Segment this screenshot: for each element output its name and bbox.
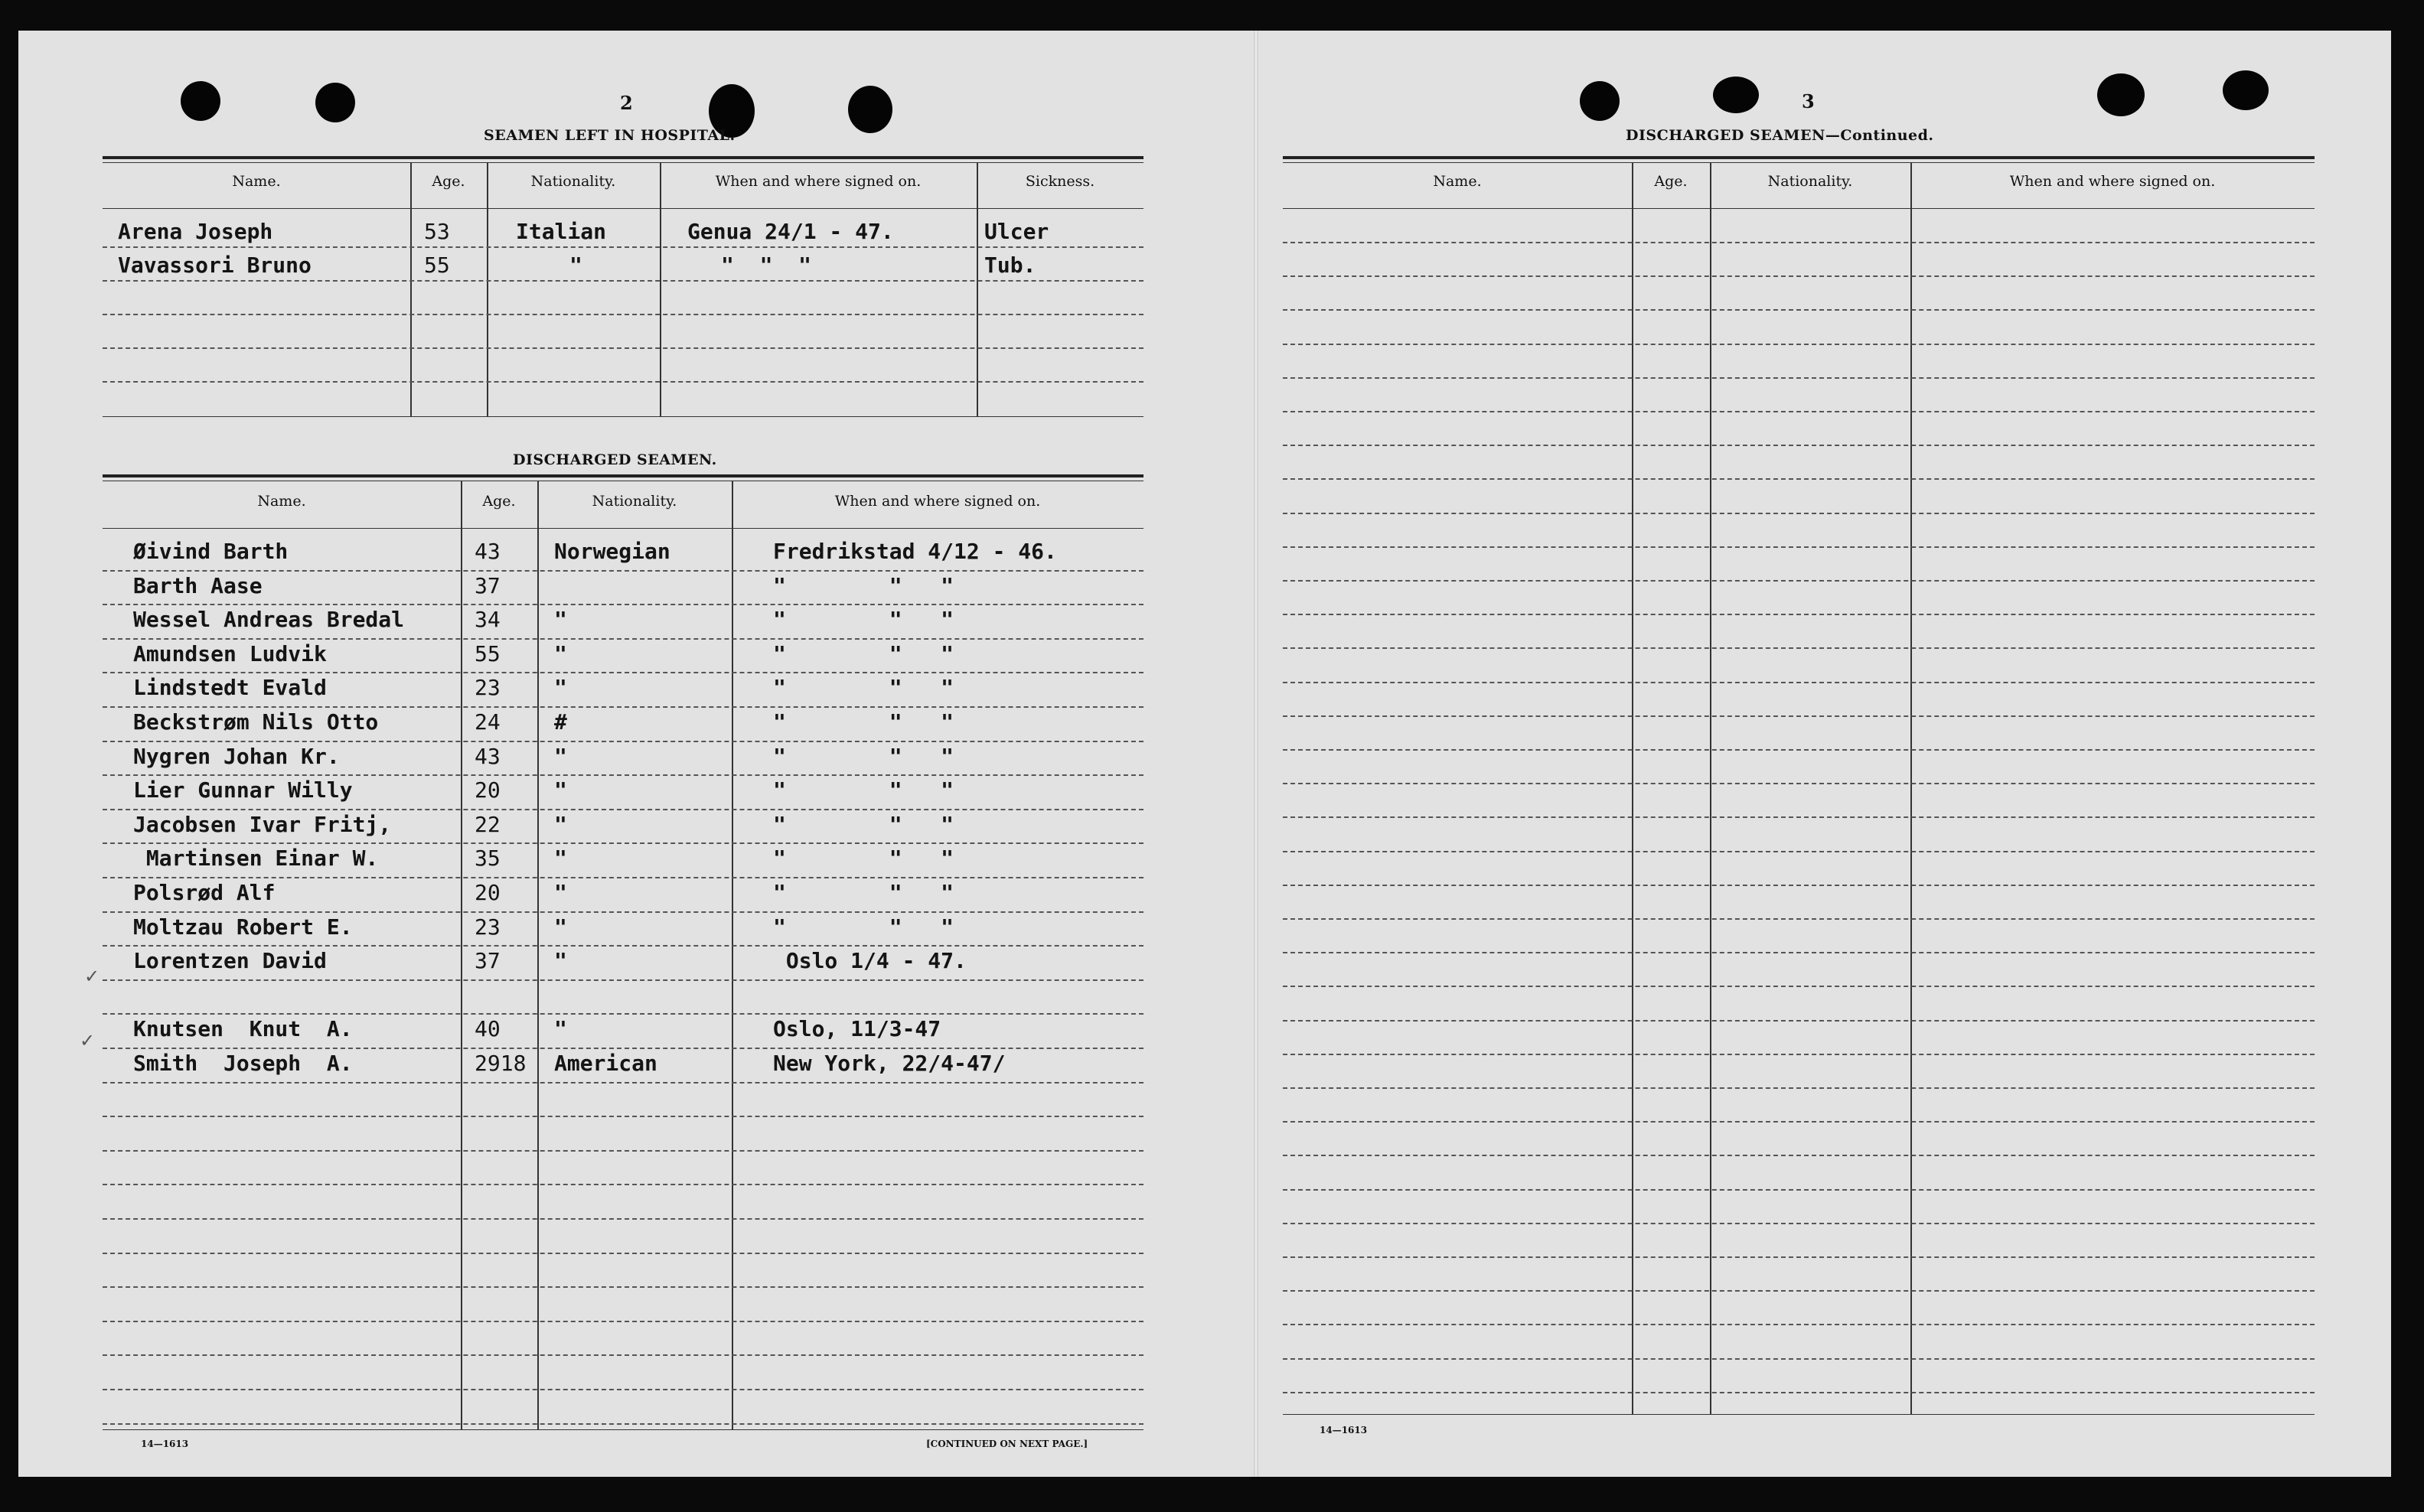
discharged-row-13-signed-on: Oslo 1/4 - 47.	[773, 948, 967, 974]
discharged-row-11-age: 20	[475, 880, 501, 905]
row-rule	[103, 604, 1143, 605]
row-rule	[103, 706, 1143, 708]
discharged-row-7-signed-on: " " "	[773, 743, 954, 769]
discharged-row-15-nationality: "	[554, 1016, 567, 1042]
hospital-section-title: SEAMEN LEFT IN HOSPITAL.	[484, 127, 736, 144]
discharged-row-5-signed-on: " " "	[773, 675, 954, 701]
discharged-row-5-name: Lindstedt Evald	[133, 675, 327, 701]
discharged-row-1-nationality: Norwegian	[554, 539, 670, 564]
discharged-row-11-signed-on: " " "	[773, 880, 954, 905]
discharged-row-16-age: 2918	[475, 1051, 527, 1076]
header-name: Name.	[232, 173, 281, 190]
hospital-row-2-nationality: "	[569, 253, 582, 278]
hospital-row-2-sickness: Tub.	[984, 253, 1036, 278]
row-rule	[1283, 377, 2315, 379]
discharged-row-3-name: Wessel Andreas Bredal	[133, 607, 405, 633]
row-rule	[103, 1321, 1143, 1322]
discharged-row-12-nationality: "	[554, 914, 567, 940]
discharged-row-10-signed-on: " " "	[773, 846, 954, 872]
discharged-row-11-name: Polsrød Alf	[133, 880, 276, 905]
check-mark: ✓	[84, 966, 100, 987]
discharged-row-5-nationality: "	[554, 675, 567, 701]
discharged-row-10-age: 35	[475, 846, 501, 872]
row-rule	[1283, 478, 2315, 480]
discharged-row-3-nationality: "	[554, 607, 567, 633]
discharged-row-2-age: 37	[475, 572, 501, 598]
discharged-row-10-name: Martinsen Einar W.	[133, 846, 379, 872]
discharged-row-6-age: 24	[475, 709, 501, 735]
row-rule	[103, 741, 1143, 742]
rule	[1283, 208, 2315, 209]
discharged-row-1-age: 43	[475, 539, 501, 564]
discharged-row-16-name: Smith Joseph A.	[133, 1051, 353, 1076]
row-rule	[1283, 1020, 2315, 1022]
discharged-row-4-nationality: "	[554, 640, 567, 666]
punch-hole	[1713, 77, 1759, 113]
row-rule	[103, 672, 1143, 673]
rule	[103, 416, 1143, 417]
discharged-section-title: DISCHARGED SEAMEN.	[513, 451, 717, 468]
right-section-title: DISCHARGED SEAMEN—Continued.	[1626, 127, 1934, 144]
discharged-row-9-name: Jacobsen Ivar Fritj,	[133, 811, 392, 837]
discharged-row-6-name: Beckstrøm Nils Otto	[133, 709, 379, 735]
rule	[103, 208, 1143, 209]
row-rule	[1283, 783, 2315, 784]
header-age: Age.	[482, 493, 516, 510]
right-header-age: Age.	[1654, 173, 1688, 190]
row-rule	[103, 1286, 1143, 1288]
row-rule	[1283, 986, 2315, 987]
column-divider	[1910, 162, 1912, 1414]
discharged-row-8-age: 20	[475, 777, 501, 803]
discharged-row-9-nationality: "	[554, 811, 567, 837]
header-nationality: Nationality.	[592, 493, 677, 510]
hospital-row-2-signed-on: " " "	[721, 253, 812, 278]
row-rule	[1283, 411, 2315, 412]
row-rule	[1283, 1358, 2315, 1360]
row-rule	[103, 1082, 1143, 1083]
right-header-name: Name.	[1433, 173, 1482, 190]
discharged-row-13-age: 37	[475, 948, 501, 974]
header-signed-on: When and where signed on.	[834, 493, 1041, 510]
hospital-row-1-nationality: Italian	[516, 219, 607, 244]
row-rule	[103, 1184, 1143, 1185]
hospital-row-1-age: 53	[424, 219, 450, 244]
hospital-row-2-name: Vavassori Bruno	[118, 253, 312, 278]
discharged-row-16-nationality: American	[554, 1051, 657, 1076]
rule	[103, 1429, 1143, 1430]
row-rule	[1283, 513, 2315, 514]
row-rule	[103, 246, 1143, 248]
header-name: Name.	[257, 493, 306, 510]
discharged-row-6-nationality: #	[554, 709, 567, 735]
discharged-row-9-age: 22	[475, 811, 501, 837]
column-divider	[1710, 162, 1711, 1414]
row-rule	[1283, 715, 2315, 717]
discharged-row-4-age: 55	[475, 640, 501, 666]
row-rule	[1283, 242, 2315, 243]
row-rule	[1283, 344, 2315, 345]
discharged-row-8-name: Lier Gunnar Willy	[133, 777, 353, 803]
hospital-row-1-signed-on: Genua 24/1 - 47.	[687, 219, 894, 244]
row-rule	[1283, 1324, 2315, 1325]
punch-hole	[2097, 73, 2145, 116]
rule	[1283, 156, 2315, 159]
column-divider	[977, 162, 978, 416]
left-form-number: 14—1613	[141, 1439, 189, 1449]
rule	[103, 156, 1143, 159]
continued-note: [CONTINUED ON NEXT PAGE.]	[926, 1439, 1088, 1449]
row-rule	[1283, 614, 2315, 615]
discharged-row-12-name: Moltzau Robert E.	[133, 914, 353, 940]
discharged-row-13-nationality: "	[554, 948, 567, 974]
discharged-row-7-age: 43	[475, 743, 501, 769]
discharged-row-13-name: Lorentzen David	[133, 948, 327, 974]
row-rule	[103, 774, 1143, 776]
hospital-row-2-age: 55	[424, 253, 450, 278]
header-sickness: Sickness.	[1025, 173, 1095, 190]
discharged-row-12-age: 23	[475, 914, 501, 940]
rule	[1283, 162, 2315, 163]
discharged-row-11-nationality: "	[554, 880, 567, 905]
rule	[103, 528, 1143, 529]
row-rule	[103, 1218, 1143, 1220]
row-rule	[103, 570, 1143, 572]
row-rule	[103, 638, 1143, 640]
discharged-row-4-name: Amundsen Ludvik	[133, 640, 327, 666]
row-rule	[1283, 851, 2315, 852]
header-age: Age.	[432, 173, 465, 190]
column-divider	[410, 162, 412, 416]
row-rule	[103, 347, 1143, 349]
row-rule	[103, 1423, 1143, 1425]
row-rule	[1283, 1223, 2315, 1224]
discharged-row-5-age: 23	[475, 675, 501, 701]
row-rule	[103, 1354, 1143, 1356]
punch-hole	[2223, 70, 2269, 110]
punch-hole	[848, 86, 892, 133]
row-rule	[1283, 275, 2315, 277]
row-rule	[103, 314, 1143, 315]
column-divider	[660, 162, 661, 416]
discharged-row-8-signed-on: " " "	[773, 777, 954, 803]
row-rule	[1283, 1087, 2315, 1089]
row-rule	[1283, 1290, 2315, 1292]
discharged-row-3-age: 34	[475, 607, 501, 633]
punch-hole	[181, 81, 220, 121]
column-divider	[487, 162, 488, 416]
right-header-signed-on: When and where signed on.	[2009, 173, 2216, 190]
row-rule	[103, 1013, 1143, 1015]
right-header-nationality: Nationality.	[1767, 173, 1853, 190]
row-rule	[1283, 445, 2315, 446]
manifest-sheet	[18, 31, 2391, 1477]
row-rule	[1283, 918, 2315, 920]
header-signed-on: When and where signed on.	[715, 173, 922, 190]
row-rule	[103, 381, 1143, 383]
row-rule	[1283, 580, 2315, 582]
discharged-row-3-signed-on: " " "	[773, 607, 954, 633]
rule	[103, 474, 1143, 477]
discharged-row-10-nationality: "	[554, 846, 567, 872]
row-rule	[103, 945, 1143, 947]
row-rule	[1283, 952, 2315, 953]
discharged-row-4-signed-on: " " "	[773, 640, 954, 666]
row-rule	[1283, 647, 2315, 649]
left-page-number: 2	[620, 92, 633, 114]
row-rule	[1283, 885, 2315, 886]
discharged-row-1-name: Øivind Barth	[133, 539, 289, 564]
row-rule	[1283, 1121, 2315, 1123]
check-mark: ✓	[80, 1030, 96, 1051]
discharged-row-16-signed-on: New York, 22/4-47/	[773, 1051, 1006, 1076]
header-nationality: Nationality.	[530, 173, 616, 190]
row-rule	[1283, 1392, 2315, 1393]
row-rule	[1283, 1256, 2315, 1258]
row-rule	[1283, 546, 2315, 548]
discharged-row-2-name: Barth Aase	[133, 572, 263, 598]
row-rule	[1283, 1155, 2315, 1156]
punch-hole	[315, 83, 355, 122]
discharged-row-15-age: 40	[475, 1016, 501, 1042]
row-rule	[103, 1150, 1143, 1152]
row-rule	[103, 280, 1143, 282]
row-rule	[103, 1389, 1143, 1390]
row-rule	[1283, 309, 2315, 311]
row-rule	[103, 1116, 1143, 1117]
row-rule	[1283, 682, 2315, 683]
right-form-number: 14—1613	[1320, 1425, 1368, 1435]
row-rule	[103, 842, 1143, 844]
row-rule	[103, 809, 1143, 810]
discharged-row-15-name: Knutsen Knut A.	[133, 1016, 353, 1042]
discharged-row-8-nationality: "	[554, 777, 567, 803]
discharged-row-7-nationality: "	[554, 743, 567, 769]
row-rule	[103, 1253, 1143, 1254]
discharged-row-7-name: Nygren Johan Kr.	[133, 743, 340, 769]
column-divider	[1632, 162, 1633, 1414]
hospital-row-1-sickness: Ulcer	[984, 219, 1049, 244]
row-rule	[1283, 1189, 2315, 1191]
row-rule	[1283, 1054, 2315, 1055]
discharged-row-9-signed-on: " " "	[773, 811, 954, 837]
hospital-row-1-name: Arena Joseph	[118, 219, 273, 244]
discharged-row-2-signed-on: " " "	[773, 572, 954, 598]
row-rule	[103, 1048, 1143, 1049]
punch-hole	[1580, 81, 1620, 121]
right-page-number: 3	[1802, 90, 1815, 112]
row-rule	[1283, 749, 2315, 751]
row-rule	[103, 911, 1143, 913]
row-rule	[1283, 816, 2315, 818]
discharged-row-12-signed-on: " " "	[773, 914, 954, 940]
discharged-row-1-signed-on: Fredrikstad 4/12 - 46.	[773, 539, 1057, 564]
rule	[103, 162, 1143, 163]
discharged-row-15-signed-on: Oslo, 11/3-47	[773, 1016, 941, 1042]
rule	[1283, 1414, 2315, 1415]
row-rule	[103, 979, 1143, 981]
page-fold	[1254, 31, 1258, 1477]
row-rule	[103, 877, 1143, 878]
discharged-row-6-signed-on: " " "	[773, 709, 954, 735]
